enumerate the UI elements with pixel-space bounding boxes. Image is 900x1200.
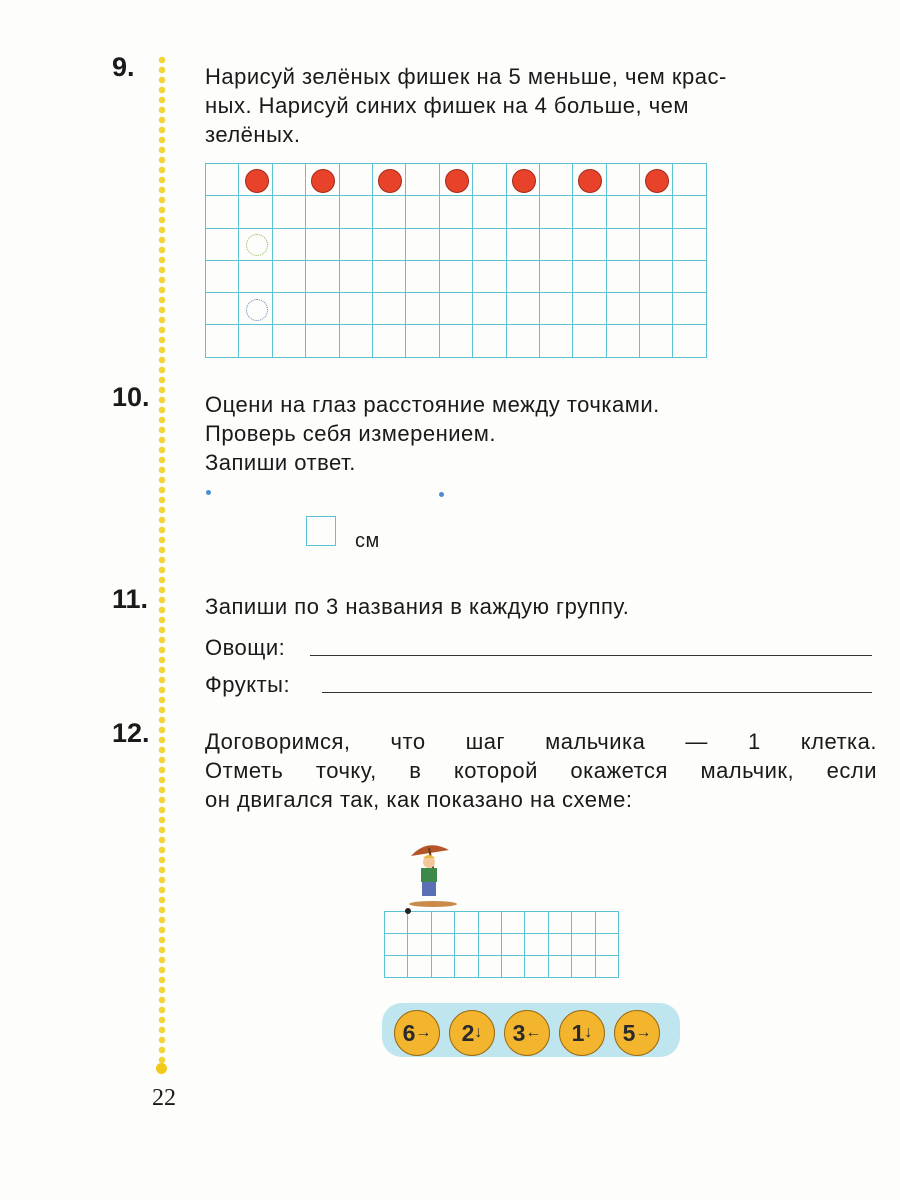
- grid-cell[interactable]: [373, 164, 406, 196]
- point-a: [206, 490, 211, 495]
- grid-cell[interactable]: [406, 164, 439, 196]
- grid-cell[interactable]: [239, 164, 272, 196]
- move-chip: [504, 1010, 550, 1056]
- grid-cell[interactable]: [239, 293, 272, 325]
- grid-cell[interactable]: [340, 325, 373, 357]
- move-steps: 1: [571, 1019, 585, 1046]
- task-line: Запиши ответ.: [205, 450, 356, 475]
- grid-cell[interactable]: [473, 164, 506, 196]
- red-chip: [645, 169, 669, 193]
- grid-cell[interactable]: [406, 261, 439, 293]
- grid-cell[interactable]: [673, 196, 706, 228]
- grid-cell[interactable]: [572, 956, 595, 978]
- grid-cell[interactable]: [406, 325, 439, 357]
- grid-cell[interactable]: [507, 261, 540, 293]
- grid-cell[interactable]: [306, 261, 339, 293]
- grid-cell[interactable]: [440, 325, 473, 357]
- grid-cell[interactable]: [273, 229, 306, 261]
- grid-cell[interactable]: [239, 196, 272, 228]
- task-line: Проверь себя измерением.: [205, 421, 497, 446]
- grid-cell[interactable]: [306, 229, 339, 261]
- grid-cell[interactable]: [549, 934, 572, 956]
- grid-cell[interactable]: [473, 325, 506, 357]
- arrow-icon: →: [415, 1024, 432, 1041]
- task-12-number: 12.: [112, 718, 150, 748]
- move-steps: 5: [622, 1019, 636, 1046]
- grid-cell[interactable]: [440, 293, 473, 325]
- walk-grid[interactable]: [384, 911, 619, 978]
- grid-cell[interactable]: [473, 261, 506, 293]
- task-9-number: 9.: [112, 52, 135, 82]
- grid-cell[interactable]: [607, 229, 640, 261]
- grid-cell[interactable]: [540, 325, 573, 357]
- vegetables-field[interactable]: [310, 654, 872, 656]
- grid-cell[interactable]: [440, 196, 473, 228]
- grid-cell[interactable]: [473, 196, 506, 228]
- grid-cell[interactable]: [640, 261, 673, 293]
- grid-cell[interactable]: [473, 229, 506, 261]
- move-steps: 2: [461, 1019, 475, 1046]
- task-line: Оцени на глаз расстояние между точками.: [205, 392, 660, 417]
- grid-cell[interactable]: [455, 934, 478, 956]
- grid-cell[interactable]: [607, 293, 640, 325]
- grid-cell[interactable]: [540, 261, 573, 293]
- red-chip: [578, 169, 602, 193]
- grid-cell[interactable]: [306, 325, 339, 357]
- task-line: Отметь точку, в которой окажется мальчик, если: [205, 758, 877, 783]
- grid-cell[interactable]: [502, 956, 525, 978]
- arrow-icon: ↓: [474, 1024, 483, 1041]
- grid-cell[interactable]: [432, 956, 455, 978]
- grid-cell[interactable]: [273, 164, 306, 196]
- grid-cell[interactable]: [406, 293, 439, 325]
- task-line: он двигался так, как показано на схеме:: [205, 787, 633, 812]
- vegetables-label: Овощи:: [205, 635, 286, 660]
- grid-cell[interactable]: [206, 196, 239, 228]
- task-10-number: 10.: [112, 382, 150, 412]
- task-line: Договоримся, что шаг мальчика — 1 клетка.: [205, 729, 877, 754]
- grid-cell[interactable]: [607, 261, 640, 293]
- move-steps: 6: [402, 1019, 416, 1046]
- grid-cell[interactable]: [640, 293, 673, 325]
- grid-cell[interactable]: [525, 934, 548, 956]
- grid-cell[interactable]: [432, 912, 455, 934]
- task-line: зелёных.: [205, 122, 301, 147]
- grid-cell[interactable]: [440, 261, 473, 293]
- grid-cell[interactable]: [406, 229, 439, 261]
- grid-cell[interactable]: [340, 261, 373, 293]
- grid-cell[interactable]: [573, 261, 606, 293]
- green-chip-placeholder: [246, 234, 268, 256]
- grid-cell[interactable]: [640, 229, 673, 261]
- boy-with-umbrella-illustration: [405, 838, 461, 908]
- start-point: [405, 908, 411, 914]
- grid-cell[interactable]: [239, 261, 272, 293]
- grid-cell[interactable]: [573, 196, 606, 228]
- task-12-text: [205, 727, 877, 814]
- grid-cell[interactable]: [273, 261, 306, 293]
- grid-cell[interactable]: [673, 164, 706, 196]
- grid-cell[interactable]: [373, 229, 406, 261]
- grid-cell[interactable]: [549, 912, 572, 934]
- grid-cell[interactable]: [479, 912, 502, 934]
- grid-cell[interactable]: [306, 196, 339, 228]
- grid-cell[interactable]: [572, 912, 595, 934]
- grid-cell[interactable]: [473, 293, 506, 325]
- grid-cell[interactable]: [373, 325, 406, 357]
- arrow-icon: ←: [525, 1024, 542, 1041]
- grid-cell[interactable]: [607, 164, 640, 196]
- grid-cell[interactable]: [540, 229, 573, 261]
- grid-cell[interactable]: [455, 912, 478, 934]
- grid-cell[interactable]: [573, 293, 606, 325]
- answer-box[interactable]: [306, 516, 336, 546]
- arrow-icon: →: [635, 1024, 652, 1041]
- grid-cell[interactable]: [273, 196, 306, 228]
- move-chip: [614, 1010, 660, 1056]
- red-chip: [311, 169, 335, 193]
- grid-cell[interactable]: [640, 325, 673, 357]
- grid-cell[interactable]: [525, 912, 548, 934]
- grid-cell[interactable]: [673, 293, 706, 325]
- grid-cell[interactable]: [340, 293, 373, 325]
- page-number: 22: [152, 1085, 176, 1111]
- grid-cell[interactable]: [502, 912, 525, 934]
- grid-cell[interactable]: [306, 164, 339, 196]
- grid-cell[interactable]: [373, 293, 406, 325]
- grid-cell[interactable]: [507, 229, 540, 261]
- grid-cell[interactable]: [673, 325, 706, 357]
- grid-cell[interactable]: [206, 229, 239, 261]
- grid-cell[interactable]: [507, 164, 540, 196]
- red-chip: [378, 169, 402, 193]
- grid-cell[interactable]: [540, 196, 573, 228]
- unit-label: см: [355, 530, 380, 552]
- fruits-field[interactable]: [322, 691, 872, 693]
- grid-cell[interactable]: [607, 325, 640, 357]
- move-chip: [449, 1010, 495, 1056]
- grid-cell[interactable]: [596, 934, 619, 956]
- grid-cell[interactable]: [607, 196, 640, 228]
- fruits-label: Фрукты:: [205, 672, 291, 697]
- grid-cell[interactable]: [596, 912, 619, 934]
- grid-cell[interactable]: [573, 325, 606, 357]
- grid-cell[interactable]: [206, 293, 239, 325]
- grid-cell[interactable]: [440, 164, 473, 196]
- move-chip: [559, 1010, 605, 1056]
- grid-cell[interactable]: [373, 261, 406, 293]
- grid-cell[interactable]: [432, 934, 455, 956]
- grid-cell[interactable]: [408, 934, 431, 956]
- grid-cell[interactable]: [440, 229, 473, 261]
- grid-cell[interactable]: [455, 956, 478, 978]
- grid-cell[interactable]: [239, 229, 272, 261]
- margin-dotted-line: [158, 55, 166, 1070]
- red-chip: [512, 169, 536, 193]
- grid-cell[interactable]: [239, 325, 272, 357]
- grid-cell[interactable]: [373, 196, 406, 228]
- grid-cell[interactable]: [525, 956, 548, 978]
- blue-chip-placeholder: [246, 299, 268, 321]
- red-chip: [445, 169, 469, 193]
- grid-cell[interactable]: [640, 164, 673, 196]
- grid-cell[interactable]: [596, 956, 619, 978]
- grid-cell[interactable]: [385, 912, 408, 934]
- grid-cell[interactable]: [540, 164, 573, 196]
- move-steps: 3: [512, 1019, 526, 1046]
- grid-cell[interactable]: [673, 261, 706, 293]
- grid-cell[interactable]: [408, 912, 431, 934]
- grid-cell[interactable]: [306, 293, 339, 325]
- grid-cell[interactable]: [340, 229, 373, 261]
- task-11-number: 11.: [112, 584, 149, 614]
- grid-cell[interactable]: [340, 196, 373, 228]
- margin-end-dot: [156, 1063, 167, 1074]
- task-11-text: Запиши по 3 названия в каждую группу.: [205, 594, 630, 619]
- grid-cell[interactable]: [206, 261, 239, 293]
- grid-cell[interactable]: [507, 196, 540, 228]
- grid-cell[interactable]: [549, 956, 572, 978]
- task-line: Нарисуй зелёных фишек на 5 меньше, чем крас-: [205, 64, 727, 89]
- grid-cell[interactable]: [408, 956, 431, 978]
- point-b: [439, 492, 444, 497]
- task-10-text: [205, 390, 660, 477]
- grid-cell[interactable]: [206, 164, 239, 196]
- grid-cell[interactable]: [406, 196, 439, 228]
- grid-cell[interactable]: [385, 956, 408, 978]
- move-chip: [394, 1010, 440, 1056]
- grid-cell[interactable]: [502, 934, 525, 956]
- grid-cell[interactable]: [572, 934, 595, 956]
- grid-cell[interactable]: [479, 956, 502, 978]
- grid-cell[interactable]: [540, 293, 573, 325]
- grid-cell[interactable]: [479, 934, 502, 956]
- task-line: ных. Нарисуй синих фишек на 4 больше, чем: [205, 93, 690, 118]
- grid-cell[interactable]: [507, 293, 540, 325]
- grid-cell[interactable]: [573, 229, 606, 261]
- grid-cell[interactable]: [573, 164, 606, 196]
- grid-cell[interactable]: [206, 325, 239, 357]
- task-9-text: [205, 62, 885, 149]
- grid-cell[interactable]: [640, 196, 673, 228]
- arrow-icon: ↓: [584, 1024, 593, 1041]
- grid-cell[interactable]: [273, 325, 306, 357]
- red-chip: [245, 169, 269, 193]
- chips-grid[interactable]: [205, 163, 707, 358]
- grid-cell[interactable]: [673, 229, 706, 261]
- grid-cell[interactable]: [340, 164, 373, 196]
- grid-cell[interactable]: [507, 325, 540, 357]
- grid-cell[interactable]: [273, 293, 306, 325]
- grid-cell[interactable]: [385, 934, 408, 956]
